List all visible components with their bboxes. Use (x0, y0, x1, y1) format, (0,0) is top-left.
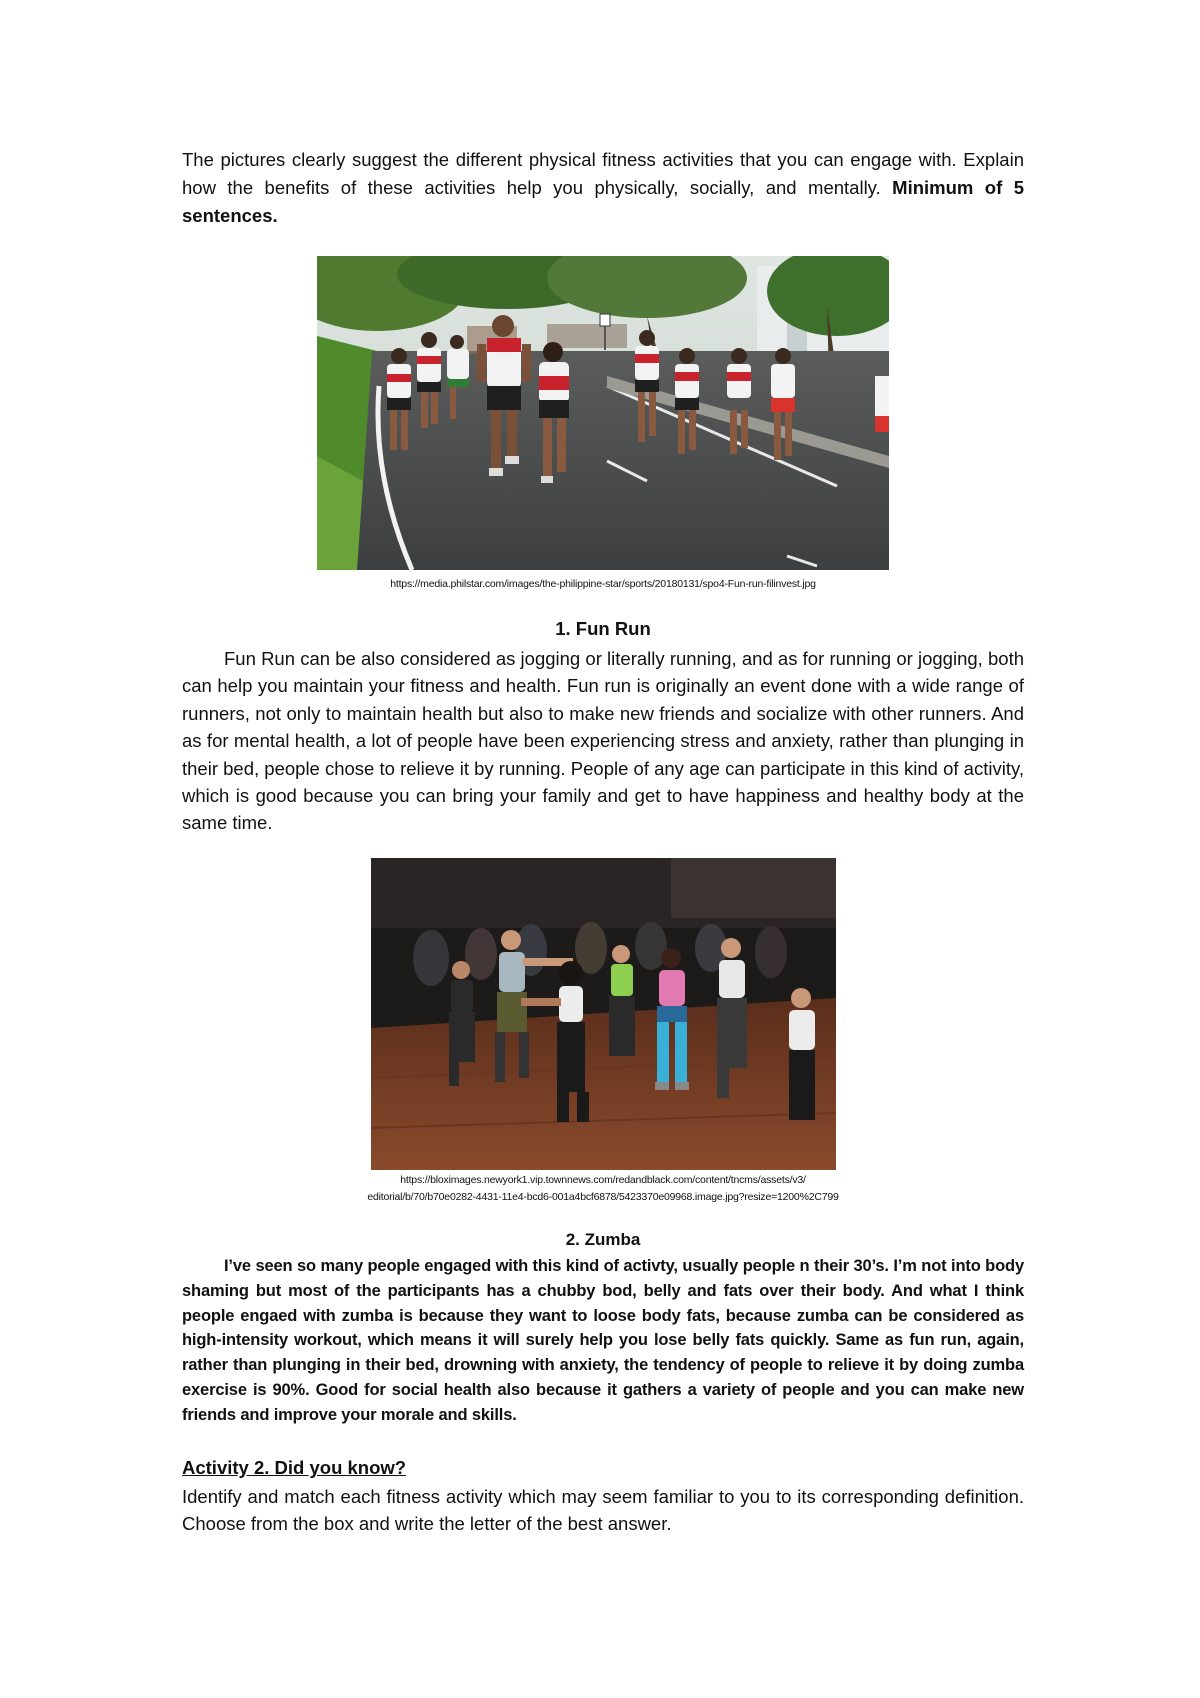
fun-run-photo (317, 256, 889, 570)
section2-heading: 2. Zumba (565, 1230, 641, 1249)
activity2-title: Activity 2. Did you know? (182, 1457, 407, 1478)
zumba-photo-caption (182, 1172, 1024, 1206)
zumba-caption-line-2: editorial/b/70/b70e0282-4431-11e4-bcd6-001a4bcf6878/5423370e09968.image.jpg?resize=1200%2C799 (367, 1191, 839, 1203)
zumba-caption-line-1: https://bloximages.newyork1.vip.townnews.com/redandblack.com/content/tncms/assets/v3/ (400, 1174, 806, 1186)
section1-heading: 1. Fun Run (555, 618, 651, 639)
intro-paragraph (182, 146, 1024, 230)
intro-text: The pictures clearly suggest the different physical fitness activities that you can engage with. Explain how the benefits of these activities help you physically, socially, and mentally. (182, 149, 1024, 198)
fun-run-photo-caption: https://media.philstar.com/images/the-philippine-star/sports/20180131/spo4-Fun-run-filinvest.jpg (390, 578, 816, 590)
intro-emphasis: Minimum of 5 sentences. (182, 177, 1024, 226)
activity2-instructions: Identify and match each fitness activity which may seem familiar to you to its corresponding definition. Choose from the box and write the letter of the best answer. (182, 1486, 1024, 1535)
section2-paragraph: I’ve seen so many people engaged with this kind of activty, usually people n their 30’s. I’m not into body shaming but most of the participants has a chubby bod, belly and fats over their body. And what I think people engaed with zumba is because they want to loose body fats, because zumba can be considered as high-intensity workout, which means it will surely help you lose belly fats quickly. Same as fun run, again, rather than plunging in their bed, drowning with anxiety, the tendency of people to relieve it by doing zumba exercise is 90%. Good for social health also because it gathers a variety of people and you can make new friends and improve your morale and skills. (182, 1257, 1024, 1424)
zumba-photo (371, 858, 836, 1170)
section1-paragraph: Fun Run can be also considered as jogging or literally running, and as for running or jogging, both can help you maintain your fitness and health. Fun run is originally an event done with a wide range of runners, not only to maintain health but also to make new friends and socialize with other runners. And as for mental health, a lot of people have been experiencing stress and anxiety, rather than plunging in their bed, people chose to relieve it by running. People of any age can participate in this kind of activity, which is good because you can bring your family and get to have happiness and healthy body at the same time. (182, 648, 1024, 834)
